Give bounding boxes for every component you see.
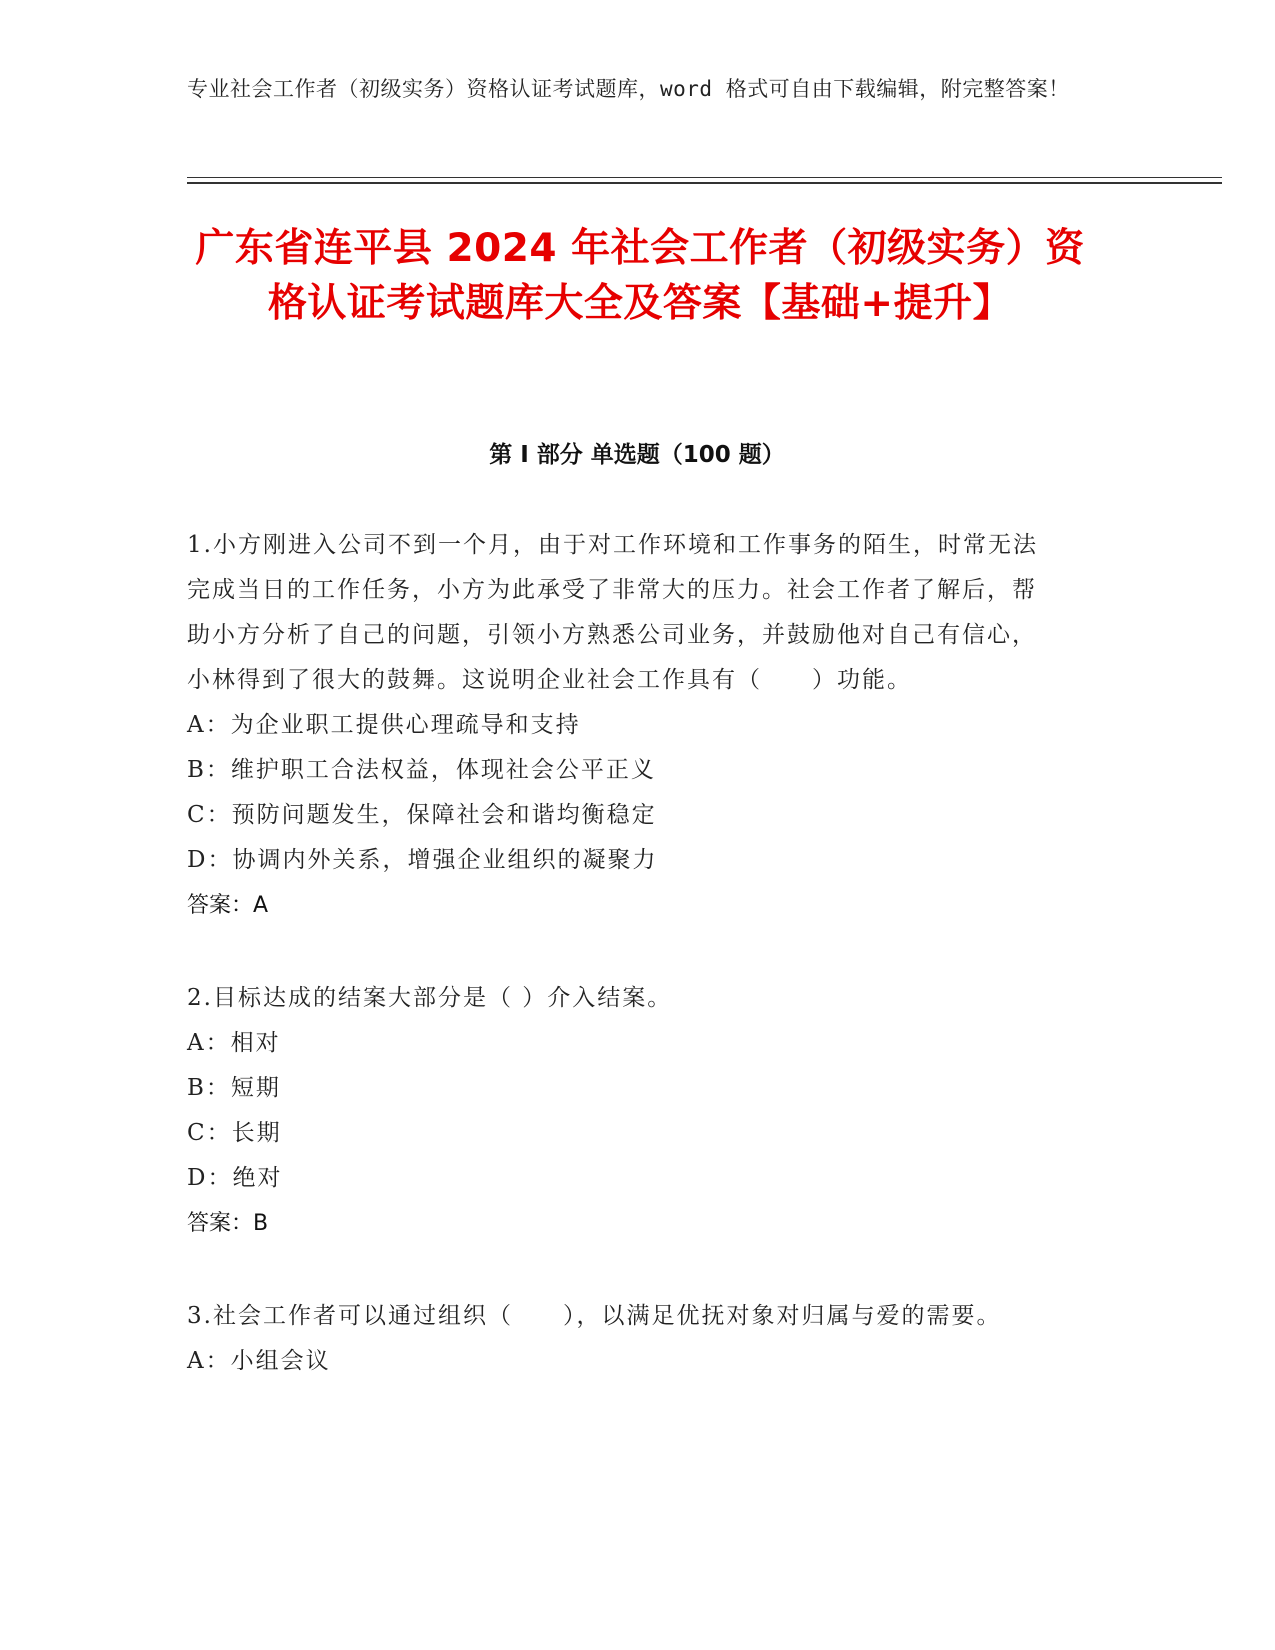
option-d: D：绝对: [187, 1165, 283, 1191]
option-a: A：为企业职工提供心理疏导和支持: [187, 712, 581, 738]
question-1: [187, 523, 1057, 928]
question-list: [187, 523, 1057, 1432]
header-note: 专业社会工作者（初级实务）资格认证考试题库，word 格式可自由下载编辑，附完整答案！: [187, 77, 1070, 101]
question-2: [187, 976, 1057, 1246]
option-c: C：预防问题发生，保障社会和谐均衡稳定: [187, 802, 657, 828]
question-stem: 3.社会工作者可以通过组织（ ），以满足优抚对象对归属与爱的需要。: [187, 1303, 1002, 1329]
section-title: 第 I 部分 单选题（100 题）: [489, 442, 785, 468]
option-b: B：短期: [187, 1075, 281, 1101]
option-d: D：协调内外关系，增强企业组织的凝聚力: [187, 847, 658, 873]
question-stem: 2.目标达成的结案大部分是（ ）介入结案。: [187, 985, 673, 1011]
question-stem: 1.小方刚进入公司不到一个月，由于对工作环境和工作事务的陌生，时常无法完成当日的工作任务，小方为此承受了非常大的压力。社会工作者了解后，帮助小方分析了自己的问题，引领小方熟悉公司业务，并鼓励他对自己有信心，小林得到了很大的鼓舞。这说明企业社会工作具有（ ）功能。: [187, 532, 1038, 693]
option-a: A：小组会议: [187, 1348, 331, 1374]
header-divider-thick: [187, 182, 1222, 184]
option-a: A：相对: [187, 1030, 281, 1056]
document-title: 广东省连平县 2024 年社会工作者（初级实务）资格认证考试题库大全及答案【基础+提升】: [195, 226, 1085, 326]
answer-line: 答案：B: [187, 1211, 269, 1236]
option-b: B：维护职工合法权益，体现社会公平正义: [187, 757, 656, 783]
question-3: [187, 1294, 1057, 1384]
answer-line: 答案：A: [187, 893, 269, 918]
header-divider-thin: [187, 177, 1222, 178]
option-c: C：长期: [187, 1120, 282, 1146]
